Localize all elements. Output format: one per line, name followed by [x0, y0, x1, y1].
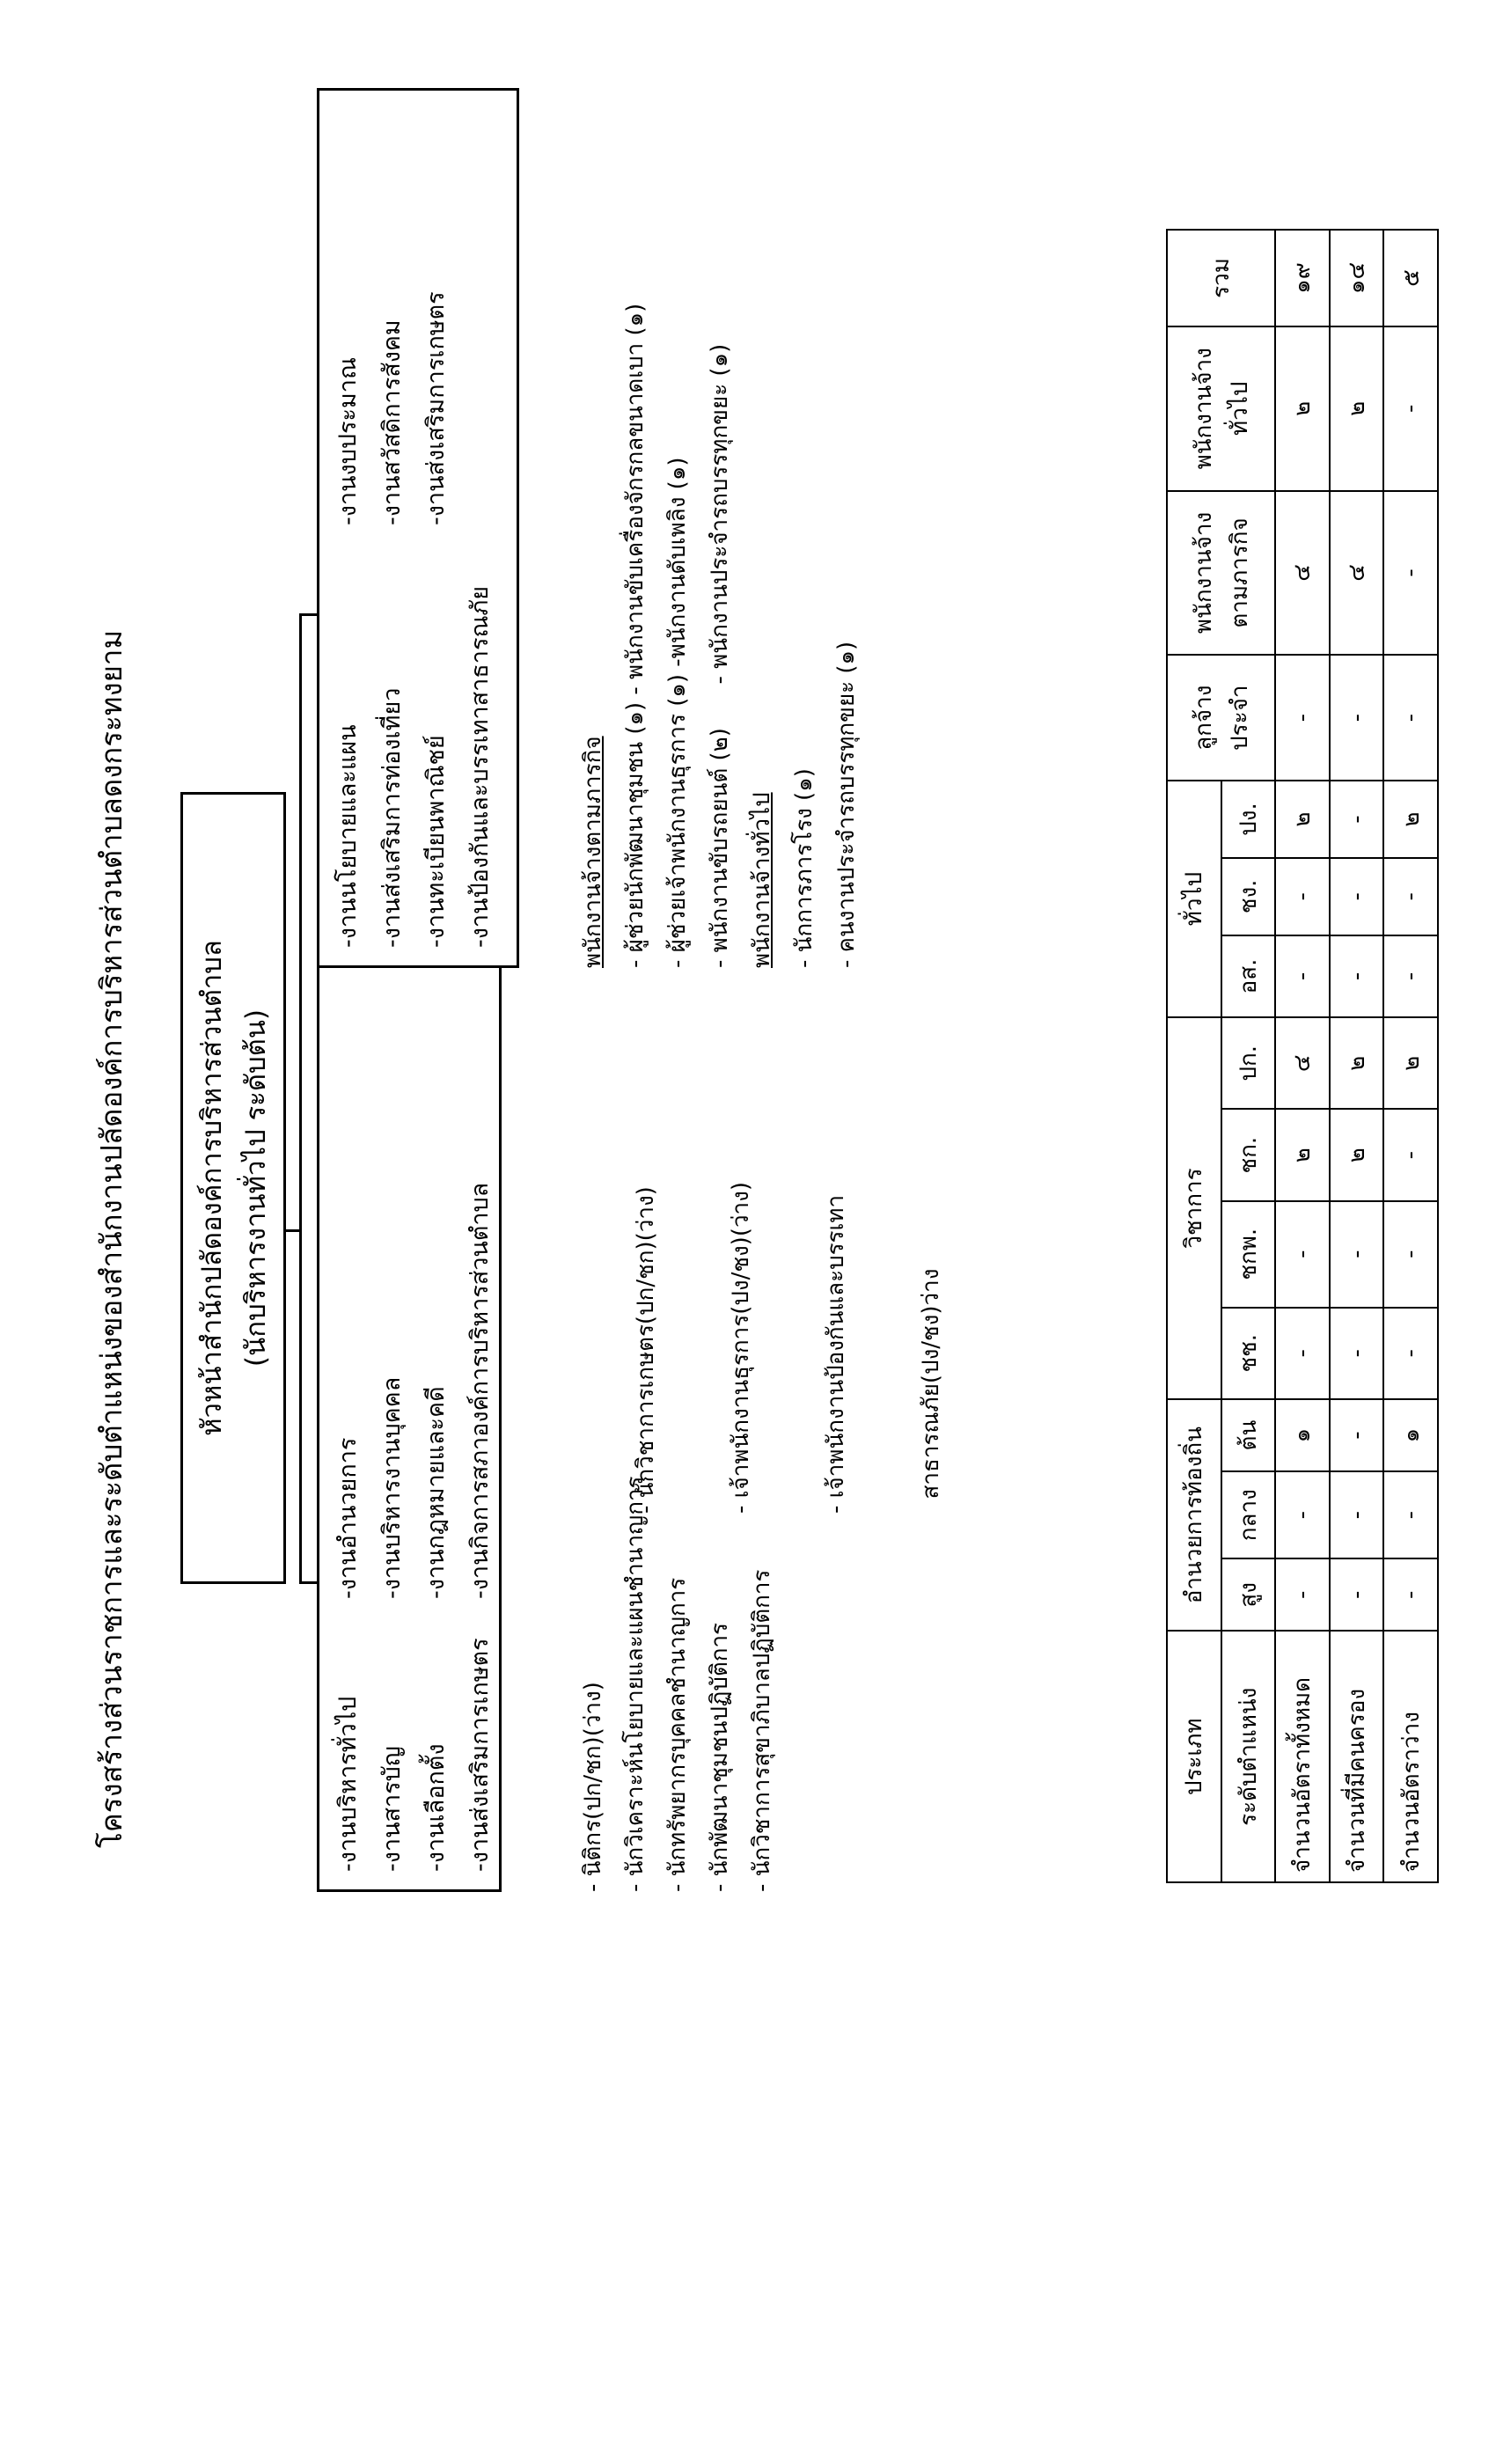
col-subheader: ชง.: [1221, 858, 1276, 935]
position-item: - เจ้าพนักงานป้องกันและบรรเทา: [823, 1194, 849, 1514]
table-cell: ๒: [1330, 326, 1384, 491]
section-item: -งานสารบัญ: [378, 1746, 406, 1872]
left-section-col1: [326, 1638, 502, 1872]
table-cell: -: [1330, 781, 1384, 858]
position-item: - นักการภารโรง (๑): [791, 768, 818, 968]
col-header-level: ระดับตำแหน่ง: [1221, 1631, 1276, 1882]
col-header-group: วิชาการ: [1167, 1017, 1221, 1399]
col-header-type: ประเภท: [1167, 1631, 1221, 1882]
table-cell: -: [1275, 1201, 1330, 1308]
table-cell: ๑: [1275, 1399, 1330, 1471]
right-section-col2: [326, 291, 458, 525]
col-subheader: สูง: [1221, 1558, 1276, 1631]
position-item: - นิติกร(ปก/ชก)(ว่าง): [580, 1682, 606, 1892]
table-cell: -: [1383, 1471, 1438, 1558]
table-cell: -: [1275, 1558, 1330, 1631]
head-position-title: หัวหน้าสำนักปลัดองค์การบริหารส่วนตำบล: [196, 940, 228, 1436]
col-header-group: อำนวยการท้องถิ่น: [1167, 1399, 1221, 1632]
table-row: [1275, 230, 1330, 1882]
left-positions-col1: [572, 1476, 783, 1892]
section-item: -งานนโยบายและแผน: [334, 724, 362, 948]
col-header-group: ลูกจ้างประจำ: [1167, 655, 1275, 781]
position-item: - นักวิชาการเกษตร(ปก/ชก)(ว่าง): [633, 1186, 659, 1514]
head-position-level: (นักบริหารงานทั่วไป ระดับต้น): [240, 1008, 272, 1368]
table-cell: -: [1383, 935, 1438, 1017]
table-cell: -: [1383, 1109, 1438, 1200]
table-row: [1330, 230, 1384, 1882]
table-cell: -: [1383, 1201, 1438, 1308]
col-subheader: อส.: [1221, 935, 1276, 1017]
table-cell: -: [1383, 858, 1438, 935]
general-staff-heading: พนักงานจ้างทั่วไป: [749, 792, 775, 968]
table-cell: -: [1330, 1201, 1384, 1308]
table-cell: -: [1383, 326, 1438, 491]
col-subheader: ชก.: [1221, 1109, 1276, 1200]
table-cell: ๒: [1383, 781, 1438, 858]
section-item: -งานส่งเสริมการเกษตร: [466, 1638, 494, 1872]
table-cell: -: [1330, 1471, 1384, 1558]
table-cell: -: [1383, 1558, 1438, 1631]
position-item: - นักทรัพยากรบุคคลชำนาญการ: [664, 1577, 691, 1892]
page-title: โครงสร้างส่วนราชการและระดับตำแหน่งของสำนักงานปลัดองค์การบริหารส่วนตำบลดงกระทงยาม: [94, 629, 128, 1848]
section-item: -งานป้องกันและบรรเทาสาธารณภัย: [466, 585, 494, 948]
position-item: สาธารณภัย(ปง/ชง)ว่าง: [918, 1268, 944, 1514]
table-cell: ๔: [1330, 491, 1384, 656]
table-cell: -: [1330, 935, 1384, 1017]
position-item: - คนงานประจำรถบรรทุกขยะ (๑): [833, 641, 860, 968]
table-cell: ๔: [1275, 1017, 1330, 1109]
table-cell: -: [1383, 1308, 1438, 1399]
table-header-row: [1167, 230, 1221, 1882]
mission-staff-heading: พนักงานจ้างตามภารกิจ: [580, 736, 606, 968]
table-cell: ๕: [1383, 230, 1438, 326]
table-cell: -: [1330, 1558, 1384, 1631]
connector-right-drop: [299, 613, 317, 616]
table-cell: ๒: [1275, 781, 1330, 858]
section-item: -งานส่งเสริมการเกษตร: [422, 291, 450, 525]
table-cell: -: [1330, 1399, 1384, 1471]
right-positions: [572, 304, 868, 968]
position-item: - นักวิเคราะห์นโยบายและแผนชำนาญการ: [622, 1476, 649, 1892]
col-subheader: ชช.: [1221, 1308, 1276, 1399]
right-section-box: [317, 88, 519, 968]
left-section-box: [317, 880, 502, 1892]
section-item: -งานบริหารทั่วไป: [334, 1696, 362, 1872]
head-position-box: [180, 792, 286, 1584]
position-item: - นักวิชาการสุขาภิบาลปฏิบัติการ: [749, 1569, 775, 1892]
table-cell: ๒: [1383, 1017, 1438, 1109]
position-item: - ผู้ช่วยเจ้าพนักงานธุรการ (๑) -พนักงานดับเพลิง (๑): [664, 457, 691, 968]
section-item: -งานงบประมาณ: [334, 356, 362, 525]
col-header-group: รวม: [1167, 230, 1275, 326]
section-item: -งานเลือกตั้ง: [422, 1743, 450, 1872]
table-row: [1383, 230, 1438, 1882]
table-cell: -: [1275, 655, 1330, 781]
table-cell: -: [1330, 655, 1384, 781]
table-cell: ๔: [1275, 491, 1330, 656]
left-positions-col2: [572, 1182, 1005, 1514]
table-cell: ๒: [1275, 1109, 1330, 1200]
col-subheader: ปง.: [1221, 781, 1276, 858]
section-item: -งานส่งเสริมการท่องเที่ยว: [378, 687, 406, 948]
connector-left-drop: [299, 1581, 317, 1584]
col-subheader: ปก.: [1221, 1017, 1276, 1109]
table-cell: -: [1275, 1308, 1330, 1399]
section-item: -งานกฎหมายและคดี: [422, 1386, 450, 1599]
table-cell: -: [1383, 655, 1438, 781]
row-label: จำนวนที่มีคนครอง: [1330, 1631, 1384, 1882]
col-header-group: พนักงานจ้างตามภารกิจ: [1167, 491, 1275, 656]
position-item: - นักพัฒนาชุมชนปฏิบัติการ: [707, 1622, 733, 1892]
position-item: - พนักงานขับรถยนต์ (๒) - พนักงานประจำรถบรรทุกขยะ (๑): [707, 343, 733, 968]
section-item: -งานทะเบียนพาณิชย์: [422, 735, 450, 948]
col-subheader: ต้น: [1221, 1399, 1276, 1471]
table-cell: -: [1275, 935, 1330, 1017]
table-cell: ๑๔: [1330, 230, 1384, 326]
col-header-group: พนักงานจ้างทั่วไป: [1167, 326, 1275, 491]
table-cell: ๒: [1330, 1017, 1384, 1109]
row-label: จำนวนอัตราว่าง: [1383, 1631, 1438, 1882]
col-subheader: ชกพ.: [1221, 1201, 1276, 1308]
connector-stem: [286, 1229, 299, 1232]
table-cell: -: [1383, 491, 1438, 656]
table-cell: -: [1330, 1308, 1384, 1399]
section-item: -งานบริหารงานบุคคล: [378, 1376, 406, 1599]
connector-bar: [299, 616, 302, 1584]
section-item: -งานสวัสดิการสังคม: [378, 319, 406, 525]
row-label: จำนวนอัตราทั้งหมด: [1275, 1631, 1330, 1882]
table-cell: -: [1330, 858, 1384, 935]
table-cell: ๒: [1330, 1109, 1384, 1200]
table-cell: -: [1275, 858, 1330, 935]
summary-table: [1166, 229, 1439, 1883]
col-header-group: ทั่วไป: [1167, 781, 1221, 1017]
table-cell: ๒: [1275, 326, 1330, 491]
left-section-col2: [326, 1183, 502, 1599]
table-cell: ๑๙: [1275, 230, 1330, 326]
table-cell: -: [1275, 1471, 1330, 1558]
col-subheader: กลาง: [1221, 1471, 1276, 1558]
section-item: -งานกิจการสภาองค์การบริหารส่วนตำบล: [466, 1182, 494, 1599]
position-item: - เจ้าพนักงานธุรการ(ปง/ชง)(ว่าง): [728, 1182, 754, 1514]
section-item: -งานอำนวยการ: [334, 1437, 362, 1599]
position-item: - ผู้ช่วยนักพัฒนาชุมชน (๑) - พนักงานขับเครื่องจักรกลขนาดเบา (๑): [622, 303, 649, 968]
table-cell: ๑: [1383, 1399, 1438, 1471]
right-section-col1: [326, 586, 502, 948]
